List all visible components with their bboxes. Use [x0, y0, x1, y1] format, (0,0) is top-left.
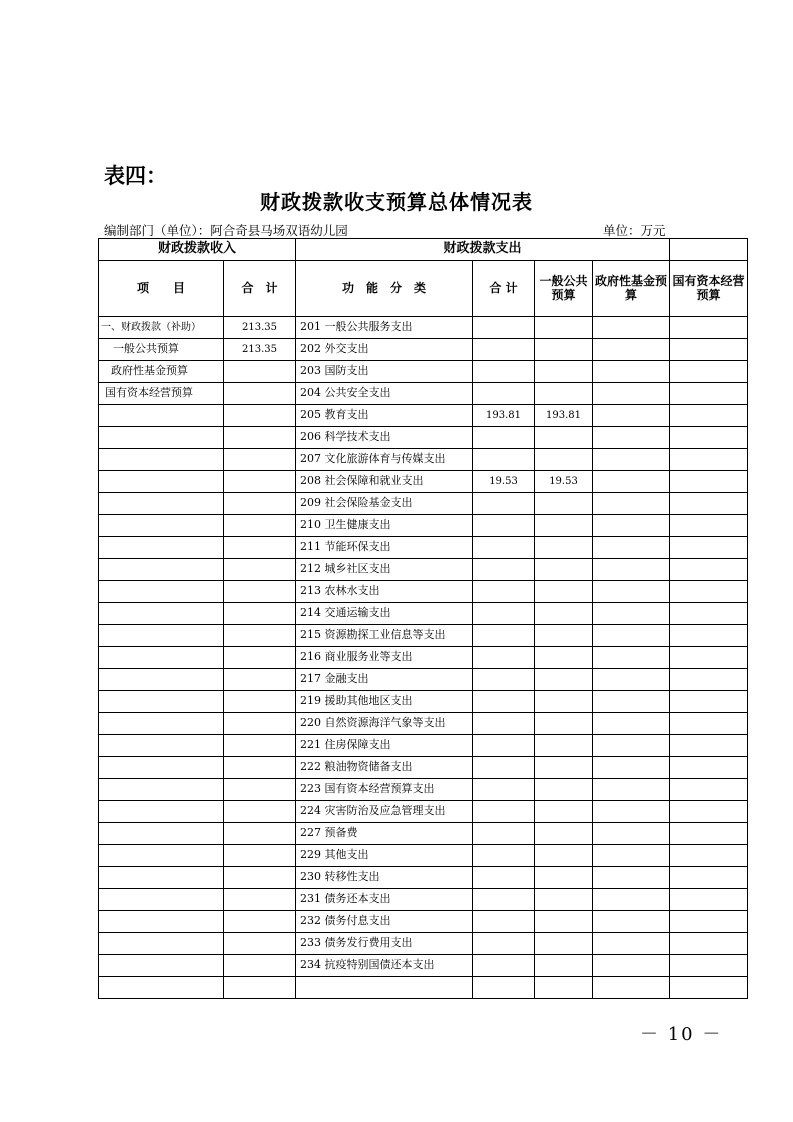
income-total-cell: [224, 713, 296, 735]
general-budget-cell: [535, 933, 593, 955]
expense-total-cell: [473, 339, 535, 361]
income-total-cell: [224, 823, 296, 845]
expense-total-cell: [473, 955, 535, 977]
general-budget-cell: [535, 339, 593, 361]
table-row: [99, 559, 748, 581]
fund-budget-cell: [593, 625, 670, 647]
item-cell: 一般公共预算: [99, 339, 224, 361]
income-total-cell: [224, 801, 296, 823]
expense-total-cell: [473, 801, 535, 823]
fund-budget-cell: [593, 449, 670, 471]
state-capital-cell: [670, 977, 748, 999]
income-total-cell: [224, 889, 296, 911]
state-capital-cell: [670, 559, 748, 581]
income-total-cell: 213.35: [224, 339, 296, 361]
income-total-cell: [224, 933, 296, 955]
fund-budget-cell: [593, 493, 670, 515]
function-cell: 215 资源勘探工业信息等支出: [296, 625, 473, 647]
income-total-cell: [224, 515, 296, 537]
expense-total-cell: [473, 559, 535, 581]
state-capital-cell: [670, 449, 748, 471]
state-capital-cell: [670, 647, 748, 669]
income-total-cell: [224, 735, 296, 757]
table-row: [99, 647, 748, 669]
income-total-cell: [224, 471, 296, 493]
fund-budget-cell: [593, 889, 670, 911]
income-total-cell: [224, 449, 296, 471]
function-cell: 209 社会保险基金支出: [296, 493, 473, 515]
state-capital-cell: [670, 317, 748, 339]
general-budget-cell: [535, 977, 593, 999]
fund-budget-cell: [593, 361, 670, 383]
state-capital-cell: [670, 801, 748, 823]
document-title: 财政拨款收支预算总体情况表: [260, 190, 533, 214]
income-total-cell: [224, 603, 296, 625]
fund-budget-cell: [593, 801, 670, 823]
expense-total-cell: [473, 515, 535, 537]
income-total-cell: [224, 537, 296, 559]
income-total-cell: [224, 867, 296, 889]
fund-budget-cell: [593, 383, 670, 405]
general-budget-cell: 19.53: [535, 471, 593, 493]
fund-budget-cell: [593, 911, 670, 933]
fund-budget-cell: [593, 581, 670, 603]
function-cell: 211 节能环保支出: [296, 537, 473, 559]
expense-total-cell: [473, 823, 535, 845]
income-total-cell: [224, 647, 296, 669]
function-cell: 206 科学技术支出: [296, 427, 473, 449]
table-row: [99, 801, 748, 823]
department-line: 编制部门（单位）：阿合奇县马场双语幼儿园: [104, 223, 348, 238]
general-budget-cell: [535, 427, 593, 449]
function-cell: 232 债务付息支出: [296, 911, 473, 933]
state-capital-cell: [670, 471, 748, 493]
income-total-cell: 213.35: [224, 317, 296, 339]
expense-total-cell: [473, 603, 535, 625]
general-budget-cell: [535, 449, 593, 471]
item-cell: [99, 713, 224, 735]
general-budget-cell: [535, 361, 593, 383]
function-cell: 205 教育支出: [296, 405, 473, 427]
expense-total-cell: [473, 537, 535, 559]
expense-total-cell: 19.53: [473, 471, 535, 493]
fund-budget-cell: [593, 779, 670, 801]
item-cell: [99, 603, 224, 625]
state-capital-cell: [670, 537, 748, 559]
section-header-row: [99, 239, 748, 261]
item-cell: [99, 977, 224, 999]
general-budget-cell: [535, 669, 593, 691]
state-capital-cell: [670, 515, 748, 537]
function-cell: 234 抗疫特别国债还本支出: [296, 955, 473, 977]
item-cell: [99, 537, 224, 559]
expense-total-cell: [473, 889, 535, 911]
table-row: [99, 955, 748, 977]
general-budget-cell: [535, 647, 593, 669]
table-row: [99, 757, 748, 779]
expense-section-header: 财政拨款支出: [296, 239, 670, 261]
state-capital-cell: [670, 339, 748, 361]
general-budget-cell: [535, 845, 593, 867]
item-cell: [99, 735, 224, 757]
expense-total-cell: [473, 581, 535, 603]
fund-budget-cell: [593, 977, 670, 999]
expense-total-cell: [473, 625, 535, 647]
fund-budget-cell: [593, 515, 670, 537]
state-capital-cell: [670, 383, 748, 405]
general-budget-cell: [535, 757, 593, 779]
fund-budget-cell: [593, 559, 670, 581]
table-row: [99, 625, 748, 647]
state-capital-cell: [670, 955, 748, 977]
function-cell: 213 农林水支出: [296, 581, 473, 603]
function-cell: 224 灾害防治及应急管理支出: [296, 801, 473, 823]
expense-total-cell: [473, 933, 535, 955]
table-row: [99, 581, 748, 603]
item-cell: [99, 449, 224, 471]
table-row: [99, 427, 748, 449]
general-budget-cell: [535, 713, 593, 735]
fund-budget-cell: [593, 669, 670, 691]
table-row: [99, 405, 748, 427]
state-capital-cell: [670, 845, 748, 867]
table-row: [99, 845, 748, 867]
function-cell: 216 商业服务业等支出: [296, 647, 473, 669]
col-header-general: 一般公共预算: [535, 261, 593, 317]
state-capital-cell: [670, 405, 748, 427]
state-capital-cell: [670, 713, 748, 735]
general-budget-cell: [535, 911, 593, 933]
fund-budget-cell: [593, 471, 670, 493]
fund-budget-cell: [593, 647, 670, 669]
general-budget-cell: [535, 889, 593, 911]
empty-header-cell: [670, 239, 748, 261]
table-row: [99, 691, 748, 713]
function-cell: 208 社会保障和就业支出: [296, 471, 473, 493]
table-label: 表四：: [104, 164, 167, 188]
general-budget-cell: [535, 515, 593, 537]
page-number: － 10 －: [640, 1024, 723, 1045]
col-header-function: 功 能 分 类: [296, 261, 473, 317]
income-total-cell: [224, 955, 296, 977]
function-cell: 214 交通运输支出: [296, 603, 473, 625]
expense-total-cell: [473, 691, 535, 713]
table-row: [99, 933, 748, 955]
function-cell: 233 债务发行费用支出: [296, 933, 473, 955]
fund-budget-cell: [593, 537, 670, 559]
item-cell: 国有资本经营预算: [99, 383, 224, 405]
general-budget-cell: [535, 317, 593, 339]
income-total-cell: [224, 427, 296, 449]
col-header-expense-total: 合 计: [473, 261, 535, 317]
table-row: [99, 867, 748, 889]
income-total-cell: [224, 581, 296, 603]
income-total-cell: [224, 911, 296, 933]
function-cell: 223 国有资本经营预算支出: [296, 779, 473, 801]
state-capital-cell: [670, 581, 748, 603]
general-budget-cell: [535, 691, 593, 713]
expense-total-cell: [473, 845, 535, 867]
table-row: [99, 515, 748, 537]
state-capital-cell: [670, 603, 748, 625]
item-cell: [99, 515, 224, 537]
expense-total-cell: [473, 427, 535, 449]
general-budget-cell: [535, 493, 593, 515]
expense-total-cell: [473, 867, 535, 889]
expense-total-cell: [473, 713, 535, 735]
table-row: [99, 977, 748, 999]
table-row: [99, 471, 748, 493]
general-budget-cell: [535, 537, 593, 559]
table-row: [99, 779, 748, 801]
expense-total-cell: [473, 911, 535, 933]
item-cell: [99, 427, 224, 449]
income-total-cell: [224, 625, 296, 647]
table-row: [99, 823, 748, 845]
item-cell: [99, 867, 224, 889]
col-header-item: 项 目: [99, 261, 224, 317]
state-capital-cell: [670, 889, 748, 911]
item-cell: [99, 823, 224, 845]
fund-budget-cell: [593, 823, 670, 845]
fund-budget-cell: [593, 713, 670, 735]
function-cell: 220 自然资源海洋气象等支出: [296, 713, 473, 735]
general-budget-cell: [535, 603, 593, 625]
function-cell: 229 其他支出: [296, 845, 473, 867]
income-section-header: 财政拨款收入: [99, 239, 296, 261]
function-cell: 221 住房保障支出: [296, 735, 473, 757]
item-cell: [99, 581, 224, 603]
income-total-cell: [224, 383, 296, 405]
income-total-cell: [224, 977, 296, 999]
fund-budget-cell: [593, 735, 670, 757]
table-row: [99, 383, 748, 405]
item-cell: [99, 757, 224, 779]
col-header-state-capital: 国有资本经营预算: [670, 261, 748, 317]
general-budget-cell: [535, 779, 593, 801]
state-capital-cell: [670, 669, 748, 691]
fund-budget-cell: [593, 867, 670, 889]
function-cell: 227 预备费: [296, 823, 473, 845]
state-capital-cell: [670, 493, 748, 515]
expense-total-cell: [473, 977, 535, 999]
fund-budget-cell: [593, 405, 670, 427]
expense-total-cell: [473, 669, 535, 691]
item-cell: [99, 625, 224, 647]
function-cell: [296, 977, 473, 999]
budget-table: [98, 238, 748, 999]
col-header-income-total: 合 计: [224, 261, 296, 317]
table-row: [99, 449, 748, 471]
general-budget-cell: [535, 955, 593, 977]
item-cell: [99, 933, 224, 955]
state-capital-cell: [670, 691, 748, 713]
function-cell: 212 城乡社区支出: [296, 559, 473, 581]
income-total-cell: [224, 691, 296, 713]
income-total-cell: [224, 405, 296, 427]
fund-budget-cell: [593, 757, 670, 779]
state-capital-cell: [670, 823, 748, 845]
table-row: [99, 339, 748, 361]
item-cell: [99, 471, 224, 493]
function-cell: 202 外交支出: [296, 339, 473, 361]
table-row: [99, 889, 748, 911]
expense-total-cell: [473, 317, 535, 339]
income-total-cell: [224, 779, 296, 801]
column-header-row: [99, 261, 748, 317]
function-cell: 203 国防支出: [296, 361, 473, 383]
expense-total-cell: [473, 493, 535, 515]
fund-budget-cell: [593, 691, 670, 713]
general-budget-cell: [535, 559, 593, 581]
general-budget-cell: [535, 801, 593, 823]
general-budget-cell: [535, 867, 593, 889]
table-row: [99, 669, 748, 691]
table-row: [99, 317, 748, 339]
expense-total-cell: [473, 779, 535, 801]
function-cell: 230 转移性支出: [296, 867, 473, 889]
item-cell: [99, 691, 224, 713]
general-budget-cell: [535, 735, 593, 757]
item-cell: [99, 669, 224, 691]
item-cell: 政府性基金预算: [99, 361, 224, 383]
fund-budget-cell: [593, 339, 670, 361]
unit-line: 单位：万元: [603, 223, 666, 238]
income-total-cell: [224, 845, 296, 867]
state-capital-cell: [670, 867, 748, 889]
state-capital-cell: [670, 735, 748, 757]
expense-total-cell: 193.81: [473, 405, 535, 427]
general-budget-cell: [535, 383, 593, 405]
state-capital-cell: [670, 625, 748, 647]
table-row: [99, 361, 748, 383]
table-row: [99, 713, 748, 735]
income-total-cell: [224, 669, 296, 691]
fund-budget-cell: [593, 845, 670, 867]
table-row: [99, 603, 748, 625]
state-capital-cell: [670, 361, 748, 383]
function-cell: 204 公共安全支出: [296, 383, 473, 405]
expense-total-cell: [473, 735, 535, 757]
state-capital-cell: [670, 911, 748, 933]
expense-total-cell: [473, 361, 535, 383]
expense-total-cell: [473, 757, 535, 779]
col-header-fund: 政府性基金预算: [593, 261, 670, 317]
fund-budget-cell: [593, 317, 670, 339]
fund-budget-cell: [593, 427, 670, 449]
fund-budget-cell: [593, 603, 670, 625]
item-cell: [99, 559, 224, 581]
function-cell: 210 卫生健康支出: [296, 515, 473, 537]
fund-budget-cell: [593, 933, 670, 955]
table-row: [99, 735, 748, 757]
item-cell: [99, 889, 224, 911]
table-row: [99, 537, 748, 559]
function-cell: 219 援助其他地区支出: [296, 691, 473, 713]
general-budget-cell: [535, 581, 593, 603]
function-cell: 207 文化旅游体育与传媒支出: [296, 449, 473, 471]
item-cell: 一、财政拨款（补助）: [99, 317, 224, 339]
state-capital-cell: [670, 427, 748, 449]
function-cell: 201 一般公共服务支出: [296, 317, 473, 339]
income-total-cell: [224, 757, 296, 779]
item-cell: [99, 845, 224, 867]
function-cell: 217 金融支出: [296, 669, 473, 691]
general-budget-cell: [535, 823, 593, 845]
expense-total-cell: [473, 449, 535, 471]
state-capital-cell: [670, 779, 748, 801]
table-row: [99, 493, 748, 515]
item-cell: [99, 801, 224, 823]
general-budget-cell: [535, 625, 593, 647]
table-row: [99, 911, 748, 933]
item-cell: [99, 911, 224, 933]
item-cell: [99, 405, 224, 427]
item-cell: [99, 779, 224, 801]
expense-total-cell: [473, 647, 535, 669]
function-cell: 231 债务还本支出: [296, 889, 473, 911]
expense-total-cell: [473, 383, 535, 405]
state-capital-cell: [670, 933, 748, 955]
income-total-cell: [224, 493, 296, 515]
item-cell: [99, 647, 224, 669]
state-capital-cell: [670, 757, 748, 779]
function-cell: 222 粮油物资储备支出: [296, 757, 473, 779]
item-cell: [99, 955, 224, 977]
item-cell: [99, 493, 224, 515]
income-total-cell: [224, 559, 296, 581]
fund-budget-cell: [593, 955, 670, 977]
income-total-cell: [224, 361, 296, 383]
general-budget-cell: 193.81: [535, 405, 593, 427]
